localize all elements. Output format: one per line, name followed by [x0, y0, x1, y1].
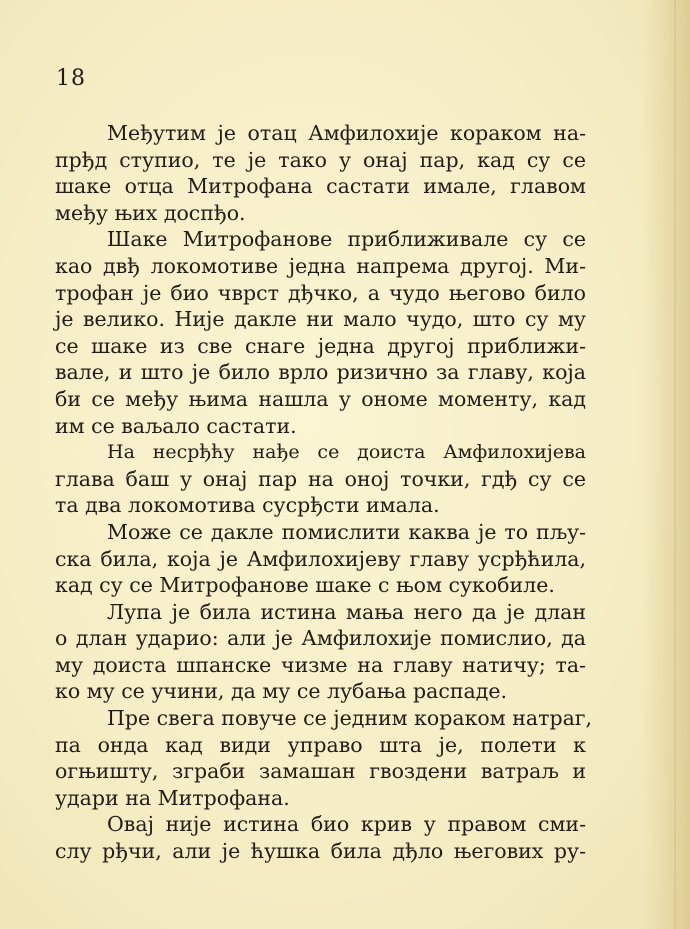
- text-line: кад су се Митрофанове шаке с њом сукобиле.: [55, 573, 555, 598]
- text-line: Може се дакле помислити каква је то пљу-: [107, 519, 586, 544]
- text-line: им се ваљало састати.: [55, 413, 297, 438]
- text-line: ко му се учини, да му се лубања распаде.: [55, 679, 507, 704]
- page-edge-shadow: [642, 0, 690, 929]
- text-line: глава баш у онај пар на оној точки, гдђ су се: [55, 466, 586, 491]
- text-line: слу рђчи, али је ћушка била дђло његових ру-: [55, 839, 586, 864]
- text-line: Лупа је била истина мања него да је длан: [107, 599, 586, 624]
- text-line: На несрђћу нађе се доиста Амфилохијева: [107, 441, 586, 464]
- text-line: би се међу њима нашла у ономе моменту, кад: [55, 386, 586, 411]
- text-line: трофан је био чврст дђчко, а чудо његово било: [55, 280, 586, 305]
- text-line: вале, и што је било врло ризично за главу, која: [55, 360, 586, 385]
- body-text: [55, 120, 593, 865]
- text-line: о длан ударио: али је Амфилохије помислио, да: [55, 626, 586, 651]
- text-line: Пре свега повуче се једним кораком натраг,: [107, 706, 593, 731]
- text-line: ска била, која је Амфилохијеву главу усрђћила,: [55, 546, 586, 571]
- text-line: прђд ступио, те је тако у онај пар, кад су се: [55, 147, 586, 172]
- text-line: шаке отца Митрофана састати имале, главом: [55, 174, 586, 199]
- text-line: огњишту, зграби замашан гвоздени ватраљ и: [55, 759, 586, 784]
- text-line: Шаке Митрофанове приближивале су се: [107, 227, 586, 252]
- text-line: међу њих доспђо.: [55, 200, 246, 225]
- page-edge-line: [674, 0, 676, 929]
- text-line: се шаке из све снаге једна другој приближи-: [55, 333, 586, 358]
- text-line: је велико. Није дакле ни мало чудо, што су му: [55, 307, 586, 332]
- page-number: 18: [56, 66, 86, 91]
- text-line: па онда кад види управо шта је, полети к: [55, 732, 586, 757]
- text-line: Овај није истина био крив у правом сми-: [107, 812, 586, 837]
- text-line: та два локомотива сусрђсти имала.: [55, 493, 440, 518]
- text-line: удари на Митрофана.: [55, 785, 290, 810]
- text-line: као двђ локомотиве једна напрема другој. Ми-: [55, 253, 586, 278]
- text-line: му доиста шпанске чизме на главу натичу; та-: [55, 652, 586, 677]
- text-line: Међутим је отац Амфилохије кораком на-: [107, 121, 586, 145]
